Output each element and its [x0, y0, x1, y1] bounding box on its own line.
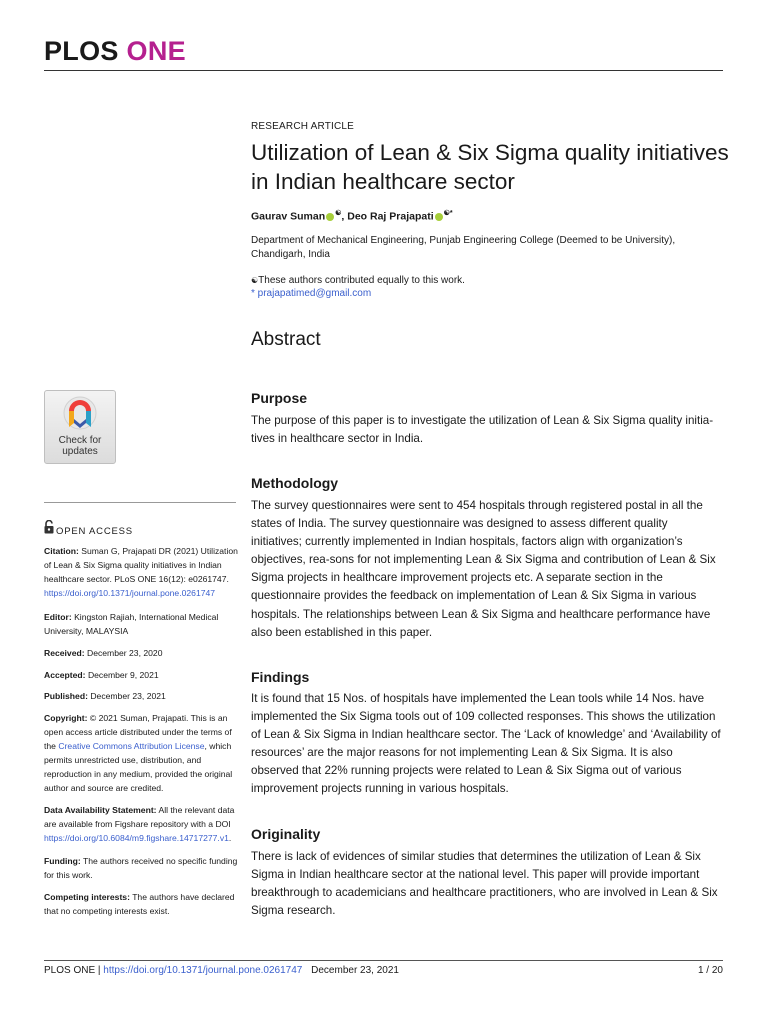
article-type: RESEARCH ARTICLE	[251, 121, 355, 132]
footer-rule	[44, 960, 723, 961]
page-number: 1 / 20	[697, 965, 723, 976]
affiliation: Department of Mechanical Engineering, Punjab Engineering College (Deemed to be University), Chandigarh, India	[251, 235, 676, 260]
license-link[interactable]: Creative Commons Attribution License	[58, 741, 205, 751]
copyright-block	[44, 711, 244, 795]
received-block	[44, 646, 244, 660]
section-heading: Findings	[251, 669, 310, 685]
section-heading: Originality	[251, 826, 321, 842]
section-heading: Methodology	[251, 475, 339, 491]
author-name[interactable]: Gaurav Suman	[251, 210, 326, 223]
editor-block	[44, 610, 244, 638]
funding-label: Funding:	[44, 856, 81, 866]
section-text: It is found that 15 Nos. of hospitals have implemented the Lean tools while 14 Nos. have implemented the Six Sigma tools out of 109 collected responses. This shows the utilization of Lean & Six Sigma in Indian healthcare sector. The ‘Lack of knowledge’ and ‘Availability of resources’ are the major reasons for not implementing Lean & Six Sigma. It is also observed that 22% running projects were related to Lean & Six Sigma out of various improvement projects running in various hospitals.	[251, 692, 721, 796]
accepted-label: Accepted:	[44, 670, 86, 680]
footer-citation	[44, 965, 399, 976]
received-label: Received:	[44, 648, 85, 658]
footer-doi-link[interactable]: https://doi.org/10.1371/journal.pone.0261747	[103, 965, 303, 976]
author-name[interactable]: Deo Raj Prajapati	[347, 210, 434, 223]
orcid-icon[interactable]	[435, 213, 443, 221]
logo-one: ONE	[126, 36, 186, 66]
crossmark-icon	[45, 391, 115, 435]
published-date: December 23, 2021	[90, 691, 166, 701]
citation-label: Citation:	[44, 546, 79, 556]
figshare-link[interactable]: https://doi.org/10.6084/m9.figshare.14717277.v1	[44, 833, 229, 843]
equal-contribution-note	[251, 274, 465, 287]
section-text: The survey questionnaires were sent to 454 hospitals through registered postal in all the states of India. The survey questionnaire was designed to assess different quality initiatives; currently implemented in Indian hospitals, factors align with organization’s objectives, rea-sons for not implementing Lean & Six Sigma and contribution of Lean & Six Sigma projects in healthcare improvement projects etc. A separate section in the questionnaire provides the feedback on implementation of Lean & Six Sigma in various hospitals. The relationships between Lean & Six Sigma and healthcare performance have also been established in this paper.	[251, 499, 716, 639]
published-block	[44, 689, 244, 703]
received-date: December 23, 2020	[87, 648, 163, 658]
editor-text: Kingston Rajiah, International Medical University, MALAYSIA	[44, 612, 219, 636]
equal-contribution-icon: ☯	[251, 276, 259, 285]
copyright-label: Copyright:	[44, 713, 88, 723]
copyright-text-end: , which permits unrestricted use, distribution, and reproduction in any medium, provided the original author and source are credited.	[44, 741, 233, 793]
journal-logo[interactable]	[44, 36, 186, 67]
author-list	[251, 209, 453, 223]
footer-journal: PLOS ONE |	[44, 965, 101, 976]
editor-label: Editor:	[44, 612, 72, 622]
competing-interests-block	[44, 890, 244, 918]
header-rule	[44, 70, 723, 71]
corresponding-email[interactable]: * prajapatimed@gmail.com	[251, 288, 372, 299]
citation-block	[44, 544, 244, 600]
check-for-updates-label: Check for updates	[58, 435, 102, 457]
accepted-block	[44, 668, 244, 682]
open-lock-icon	[44, 520, 56, 537]
check-for-updates-button[interactable]	[44, 390, 116, 464]
accepted-date: December 9, 2021	[87, 670, 159, 680]
data-availability-text: All the relevant data are available from Figshare repository with a DOI	[44, 805, 235, 829]
orcid-icon[interactable]	[326, 213, 334, 221]
author-marks: ☯*	[443, 210, 453, 217]
section-text: There is lack of evidences of similar studies that determines the utilization of Lean & Six Sigma in Indian healthcare sector at the national level. This paper will provide important breakthrough to academicians and healthcare practitioners, who are involved in Lean & Six Sigma research.	[251, 850, 718, 918]
funding-block	[44, 854, 244, 882]
abstract-heading: Abstract	[251, 329, 321, 350]
funding-text: The authors received no specific funding for this work.	[44, 856, 238, 880]
open-access-badge	[44, 520, 133, 537]
logo-plos: PLOS	[44, 36, 119, 66]
copyright-text: © 2021 Suman, Prajapati. This is an open access article distributed under the terms of the	[44, 713, 232, 751]
author-separator: ,	[341, 210, 348, 223]
published-label: Published:	[44, 691, 88, 701]
data-availability-block	[44, 803, 244, 845]
citation-doi-link[interactable]: https://doi.org/10.1371/journal.pone.0261747	[44, 588, 216, 598]
sidebar-rule	[44, 502, 236, 503]
article-title: Utilization of Lean & Six Sigma quality initiatives in Indian healthcare sector	[251, 140, 729, 194]
citation-text: Suman G, Prajapati DR (2021) Utilization of Lean & Six Sigma quality initiatives in Indian healthcare sector. PLoS ONE 16(12): e0261747.	[44, 546, 238, 584]
data-availability-label: Data Availability Statement:	[44, 805, 157, 815]
footer-date: December 23, 2021	[311, 965, 399, 976]
section-heading: Purpose	[251, 390, 308, 406]
section-text: The purpose of this paper is to investigate the utilization of Lean & Six Sigma quality initia-tives in healthcare sector in India.	[251, 414, 714, 446]
competing-interests-label: Competing interests:	[44, 892, 130, 902]
competing-interests-text: The authors have declared that no competing interests exist.	[44, 892, 235, 916]
author-marks: ☯	[335, 210, 342, 217]
equal-contribution-text: These authors contributed equally to this work.	[258, 275, 465, 286]
open-access-label: OPEN ACCESS	[56, 526, 133, 537]
data-availability-end: .	[228, 833, 232, 843]
